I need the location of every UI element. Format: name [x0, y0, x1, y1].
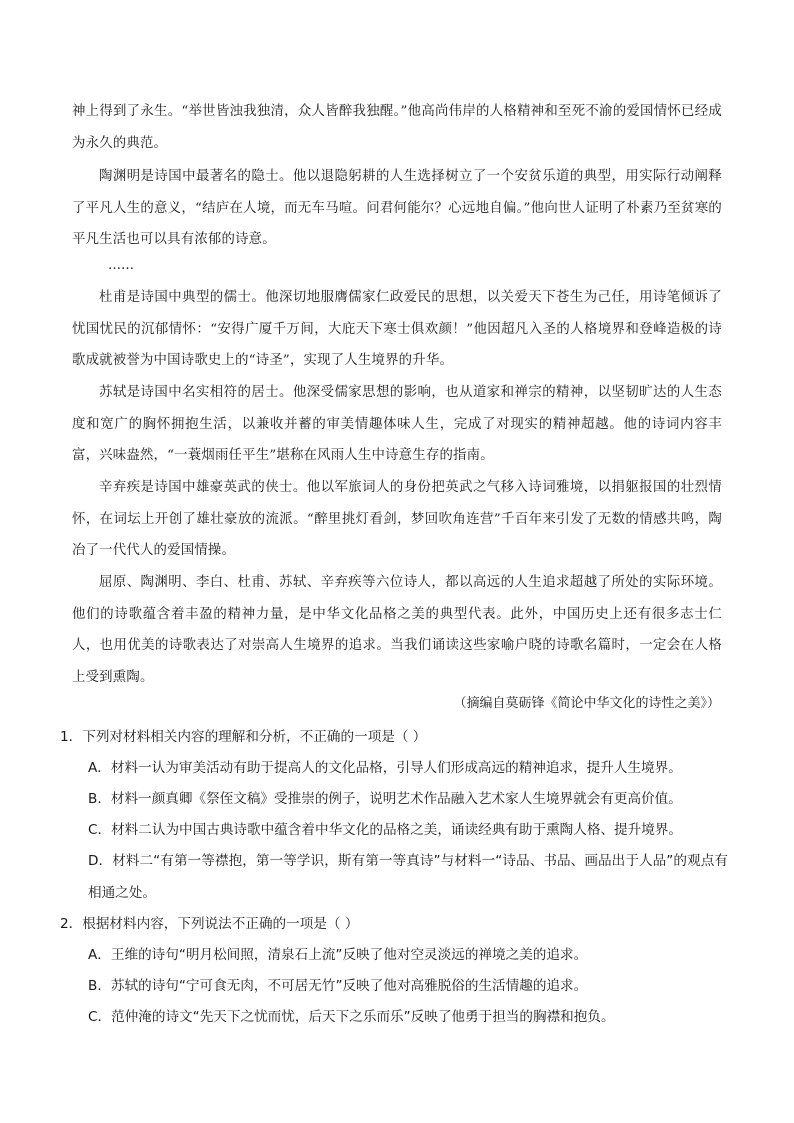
- passage-source-citation: （摘编自莫砺锋《简论中华文化的诗性之美》）: [453, 696, 720, 711]
- question-1-option-c: C．材料二认为中国古典诗歌中蕴含着中华文化的品格之美，诵读经典有助于熏陶人格、提升境界。: [88, 822, 683, 838]
- passage-paragraph-du-fu: 杜甫是诗国中典型的儒士。他深切地服膺儒家仁政爱民的思想，以关爱天下苍生为己任，用诗笔倾诉了忧国忧民的沉郁情怀：“安得广厦千万间，大庇天下寒士俱欢颜！”他因超凡入圣的人格境界和登峰造极的诗歌成就被誉为中国诗歌史上的“诗圣”，实现了人生境界的升华。: [72, 290, 722, 368]
- question-1-option-a: A．材料一认为审美活动有助于提高人的文化品格，引导人们形成高远的精神追求，提升人生境界。: [88, 760, 682, 776]
- question-1-option-b: B．材料一颜真卿《祭侄文稿》受推崇的例子，说明艺术作品融入艺术家人生境界就会有更高价值。: [88, 791, 682, 807]
- passage-paragraph-xin-qiji: 辛弃疾是诗国中雄豪英武的侠士。他以军旅词人的身份把英武之气移入诗词雅境，以捐躯报国的壮烈情怀，在词坛上开创了雄壮豪放的流派。“醉里挑灯看剑，梦回吹角连营”千百年来引发了无数的情感共鸣，陶冶了一代代人的爱国情操。: [72, 480, 722, 558]
- question-1-option-d: D．材料二“有第一等襟抱，第一等学识，斯有第一等真诗”与材料一“诗品、书品、画品出于人品”的观点有相通之处。: [88, 853, 728, 901]
- passage-paragraph-tao-yuanming: 陶渊明是诗国中最著名的隐士。他以退隐躬耕的人生选择树立了一个安贫乐道的典型，用实际行动阐释了平凡人生的意义，“结庐在人境，而无车马喧。问君何能尔？心远地自偏。”他向世人证明了朴素乃至贫寒的平凡生活也可以具有浓郁的诗意。: [72, 169, 722, 247]
- question-2-option-b: B．苏轼的诗句“宁可食无肉，不可居无竹”反映了他对高雅脱俗的生活情趣的追求。: [88, 978, 588, 994]
- question-2-option-a: A．王维的诗句“明月松间照，清泉石上流”反映了他对空灵淡远的禅境之美的追求。: [88, 947, 588, 963]
- passage-paragraph-qu-yuan-end: 神上得到了永生。“举世皆浊我独清，众人皆醉我独醒。”他高尚伟岸的人格精神和至死不渝的爱国情怀已经成为永久的典范。: [72, 104, 722, 151]
- question-1-stem: 1．下列对材料相关内容的理解和分析，不正确的一项是（ ）: [60, 729, 427, 745]
- passage-paragraph-su-shi: 苏轼是诗国中名实相符的居士。他深受儒家思想的影响，也从道家和禅宗的精神，以坚韧旷达的人生态度和宽广的胸怀拥抱生活，以兼收并蓄的审美情趣体味人生，完成了对现实的精神超越。他的诗词内容丰富，兴味盎然，“一蓑烟雨任平生”堪称在风雨人生中诗意生存的指南。: [72, 385, 722, 463]
- question-2-option-c: C．范仲淹的诗文“先天下之忧而忧，后天下之乐而乐”反映了他勇于担当的胸襟和抱负。: [88, 1009, 615, 1025]
- passage-paragraph-summary: 屈原、陶渊明、李白、杜甫、苏轼、辛弃疾等六位诗人，都以高远的人生追求超越了所处的实际环境。他们的诗歌蕴含着丰盈的精神力量，是中华文化品格之美的典型代表。此外，中国历史上还有很多志士仁人，也用优美的诗歌表达了对崇高人生境界的追求。当我们诵读这些家喻户晓的诗歌名篇时，一定会在人格上受到熏陶。: [72, 575, 722, 685]
- question-2-stem: 2．根据材料内容，下列说法不正确的一项是（ ）: [60, 916, 359, 932]
- passage-ellipsis: ……: [108, 258, 134, 273]
